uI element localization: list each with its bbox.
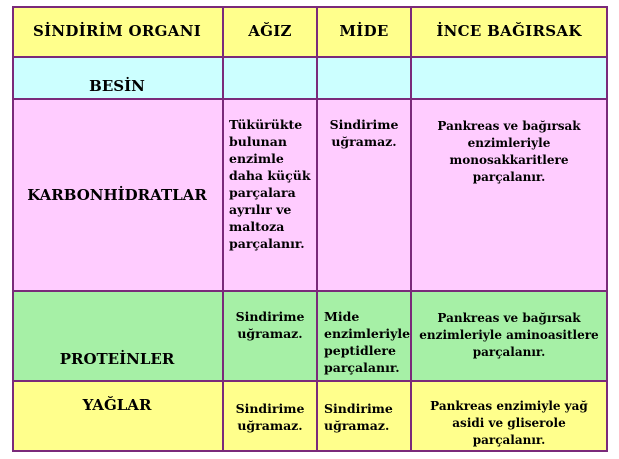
- header-ince-bagirsak: İNCE BAĞIRSAK: [412, 6, 608, 58]
- yag-agiz: Sindirime uğramaz.: [224, 382, 318, 452]
- header-organ: SİNDİRİM ORGANI: [12, 6, 224, 58]
- yag-ince: Pankreas enzimiyle yağ asidi ve gliserole parçalanır.: [412, 382, 608, 452]
- protein-agiz: Sindirime uğramaz.: [224, 292, 318, 382]
- protein-ince: Pankreas ve bağırsak enzimleriyle aminoasitlere parçalanır.: [412, 292, 608, 382]
- karbonhidrat-ince: Pankreas ve bağırsak enzimleriyle monosakkaritlere parçalanır.: [412, 100, 608, 292]
- protein-mide: Mide enzimleriyle peptidlere parçalanır.: [318, 292, 412, 382]
- karbonhidrat-mide: Sindirime uğramaz.: [318, 100, 412, 292]
- header-agiz: AĞIZ: [224, 6, 318, 58]
- header-mide: MİDE: [318, 6, 412, 58]
- table-border: [12, 6, 608, 452]
- row-label-yaglar: YAĞLAR: [12, 382, 224, 452]
- digestion-table: [12, 6, 609, 452]
- row-label-karbonhidratlar: KARBONHİDRATLAR: [12, 100, 224, 292]
- yag-mide: Sindirime uğramaz.: [318, 382, 412, 452]
- karbonhidrat-agiz: Tükürükte bulunan enzimle daha küçük parçalara ayrılır ve maltoza parçalanır.: [224, 100, 318, 292]
- row-label-proteinler: PROTEİNLER: [12, 292, 224, 382]
- besin-label: BESİN: [12, 58, 224, 100]
